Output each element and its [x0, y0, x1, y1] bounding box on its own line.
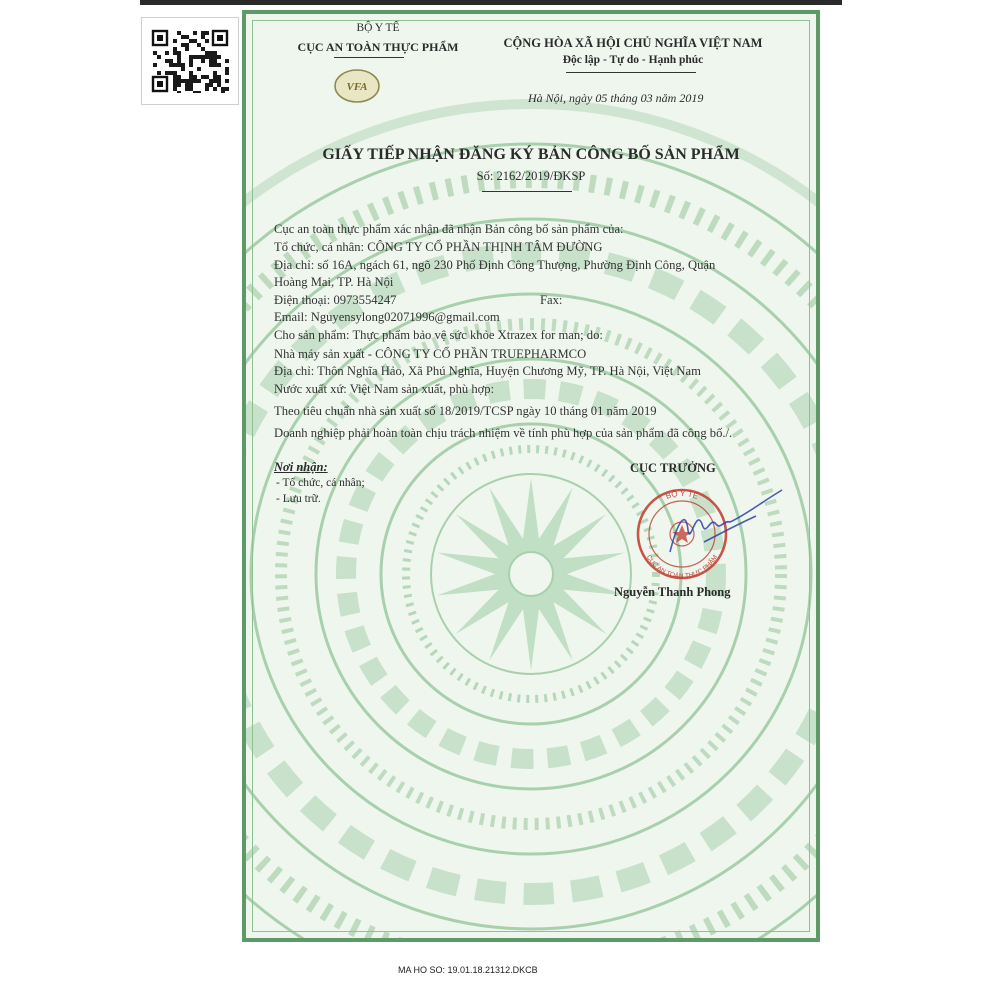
address-line-1: Địa chỉ: số 16A, ngách 61, ngõ 230 Phố Định Công Thượng, Phường Định Công, Quận [274, 258, 716, 272]
qr-code [141, 17, 239, 105]
intro-line: Cục an toàn thực phẩm xác nhận đã nhận Bản công bố sản phẩm của: [274, 222, 624, 236]
file-code: MA HO SO: 19.01.18.21312.DKCB [398, 965, 538, 975]
recipient-item: - Tổ chức, cá nhân; [276, 477, 365, 489]
ministry-name: BỘ Y TẾ [356, 22, 400, 34]
standard-line: Theo tiêu chuẩn nhà sản xuất số 18/2019/TCSP ngày 10 tháng 01 năm 2019 [274, 404, 657, 418]
certificate-title: GIẤY TIẾP NHẬN ĐĂNG KÝ BẢN CÔNG BỐ SẢN PHẨM [322, 146, 740, 163]
recipients-heading: Nơi nhận: [274, 460, 328, 474]
svg-text:CỤC AN TOÀN THỰC PHẨM: CỤC AN TOÀN THỰC PHẨM [644, 554, 720, 581]
place-and-date: Hà Nội, ngày 05 tháng 03 năm 2019 [528, 91, 704, 105]
fax-line: Fax: [540, 293, 563, 307]
number-underline [482, 191, 572, 192]
recipient-item: - Lưu trữ. [276, 493, 321, 505]
signer-name: Nguyễn Thanh Phong [614, 585, 731, 599]
signer-position: CỤC TRƯỞNG [630, 461, 716, 475]
manufacturer-line: Nhà máy sản xuất - CÔNG TY CỔ PHẦN TRUEPHARMCO [274, 347, 587, 361]
red-seal-icon [638, 489, 726, 580]
responsibility-line: Doanh nghiệp phải hoàn toàn chịu trách nhiệm về tính phù hợp của sản phẩm đã công bố./. [274, 426, 733, 440]
phone-line: Điện thoại: 0973554247 [274, 293, 397, 307]
national-motto: Độc lập - Tự do - Hạnh phúc [562, 54, 704, 66]
email-line: Email: Nguyensylong02071996@gmail.com [274, 310, 500, 324]
svg-text:VFA: VFA [346, 81, 368, 93]
organization-line: Tổ chức, cá nhân: CÔNG TY CỔ PHẦN THỊNH TÂM ĐƯỜNG [274, 240, 603, 254]
agency-name: CỤC AN TOÀN THỰC PHẨM [297, 40, 459, 54]
motto-underline [566, 72, 696, 73]
svg-text:BỘ Y TẾ: BỘ Y TẾ [664, 488, 700, 501]
country-name: CỘNG HÒA XÃ HỘI CHỦ NGHĨA VIỆT NAM [503, 36, 763, 50]
certificate-page [242, 10, 820, 942]
product-line: Cho sản phẩm: Thực phẩm bảo vệ sức khỏe Xtrazex for man; do: [274, 328, 603, 342]
origin-line: Nước xuất xứ: Việt Nam sản xuất, phù hợp: [274, 382, 495, 396]
official-stamp-and-signature [626, 480, 786, 590]
manufacturer-address-line: Địa chỉ: Thôn Nghĩa Hảo, Xã Phú Nghĩa, Huyện Chương Mỹ, TP. Hà Nội, Việt Nam [274, 364, 701, 378]
agency-underline [334, 57, 404, 58]
vfa-logo-icon [332, 67, 382, 105]
top-edge-bar [140, 0, 842, 5]
qr-code-icon [151, 29, 229, 93]
address-line-2: Hoàng Mai, TP. Hà Nội [274, 275, 394, 289]
certificate-number: Số: 2162/2019/ĐKSP [476, 169, 586, 183]
